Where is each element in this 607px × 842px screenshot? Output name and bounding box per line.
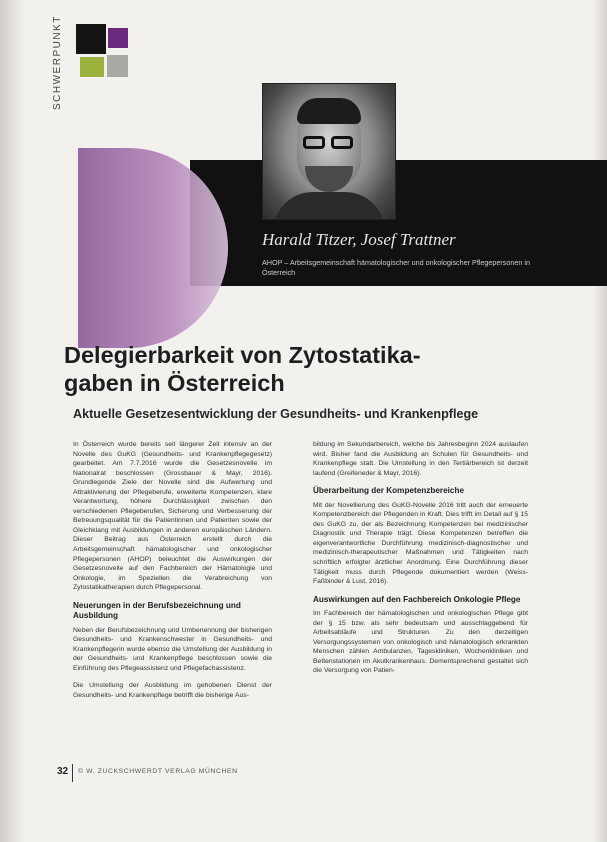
footer-divider [72,764,73,782]
portrait-hair [297,98,361,124]
page-gutter-shadow [0,0,24,842]
body-column-left [73,440,272,709]
paragraph: bildung im Sekundarbereich, welche bis Jahresbeginn 2024 auslaufen wird. Bisher fand die Ausbildung an Schulen für Gesundheits- und Krankenpflege statt. Die Umstellung in den Tertiärbereich ist derzeit laufend (Greifeneder & Mayr, 2016). [313,441,528,477]
section-heading: Neuerungen in der Berufsbezeichnung und Ausbildung [73,600,241,621]
author-affiliation: AHOP – Arbeitsgemeinschaft hämatologischer und onkologischer Pflegepersonen in Österreich [262,258,530,277]
decor-square-purple [108,28,128,48]
paragraph: Mit der Novellierung des GuKG-Novelle 2016 tritt auch der erneuerte Kompetenzbereich der Pflegenden in Kraft. Dies trifft im Detail auf § 15 des GuKG zu, der als Bezeichnung Kompetenzen bei medizinischer Diagnostik und Therapie trägt. Diese Kompetenzen betreffen die eigenverantwortliche Durchführung medizinisch-diagnostischer und medizinisch-therapeutischer Maßnahmen und Tätigkeiten nach schriftlich erfolgter ärztlicher Anordnung. Eine Durchführung dieser Tätigkeit muss durch Pflegende dokumentiert werden (Weiss-Faßbinder & Lust, 2016). [313,501,528,586]
portrait-shoulders [273,192,385,220]
author-portrait [262,83,396,220]
article-title [64,341,584,397]
section-heading: Überarbeitung der Kompetenzbereiche [313,486,465,496]
paragraph: Die Umstellung der Ausbildung im gehobenen Dienst der Gesundheits- und Krankenpflege betrifft die bisherige Aus- [73,682,272,700]
title-line-2: gaben in Österreich [64,370,285,396]
article-subtitle: Aktuelle Gesetzesentwicklung der Gesundheits- und Krankenpflege [73,407,479,421]
page-number: 32 [57,766,69,777]
glasses-lens-left [303,136,325,149]
paragraph: Neben der Berufsbezeichnung und Umbenennung der bisherigen Gesundheits- und Krankenschwester in Gesundheits- und Krankenpflegerin wurde ebenso die Umstellung der Ausbildung in der Gesundheits- und Krankenpflege beschlossen sowie die Einführung des Pflegeassistenz und Pflegefachassistenz. [73,626,272,672]
title-line-1: Delegierbarkeit von Zytostatika- [64,342,421,368]
glasses-lens-right [331,136,353,149]
publisher-credit: © W. ZUCKSCHWERDT VERLAG MÜNCHEN [78,768,238,775]
paragraph: In Österreich wurde bereits seit längerer Zeit intensiv an der Novelle des GuKG (Gesundheits- und Krankenpflegegesetz) gearbeitet. Am 7.7.2016 wurde die Gesetzesnovelle im Nationalrat beschlossen (Grossbauer & Mayr, 2016). Grundlegende Ziele der Novelle sind die Aufwertung und Attraktivierung der Pflegeberufe, erweiterte Kompetenzen, klare Verantwortung, höhere Durchlässigkeit zwischen den verschiedenen Pflegeberufen, Sicherung und Verbesserung der Betreuungsqualität für die Patientinnen und Patienten sowie der Gleichklang mit Ausbildungen in anderen europäischen Ländern. Dieser Beitrag aus Österreich erstellt durch die Arbeitsgemeinschaft hämatologischer und onkologischer Pflegepersonen (AHOP) beleuchtet die Auswirkungen der Gesetzesnovelle auf den Fachbereich der Hämatologie und Onkologie, im Speziellen die Verabreichung von Zytostatikatherapien durch Pflegepersonal. [73,441,272,592]
decor-square-black [76,24,106,54]
section-heading: Auswirkungen auf den Fachbereich Onkologie Pflege [313,594,521,604]
section-label: SCHWERPUNKT [52,15,63,110]
paragraph: Im Fachbereich der hämatologischen und onkologischen Pflege gibt der § 15 bzw. als sehr bedeutsam und ausschlaggebend für Arbeitsabläufe und Strukturen. Zu den derzeitigen Versorgungssystemen von onkologisch und hämatologisch erkrankten Menschen zählen Ambulanzen, Tageskliniken, Wochenkliniken und Bettenstationen im Akutkrankenhaus. Dementsprechend gestaltet sich die Versorgung von Patien- [313,610,528,675]
decor-square-green [80,57,104,77]
portrait-beard [305,166,353,192]
author-names: Harald Titzer, Josef Trattner [262,230,456,249]
page-edge-shadow [593,0,607,842]
decor-square-gray [107,55,128,77]
portrait-glasses [301,136,357,150]
body-column-right [313,440,528,684]
